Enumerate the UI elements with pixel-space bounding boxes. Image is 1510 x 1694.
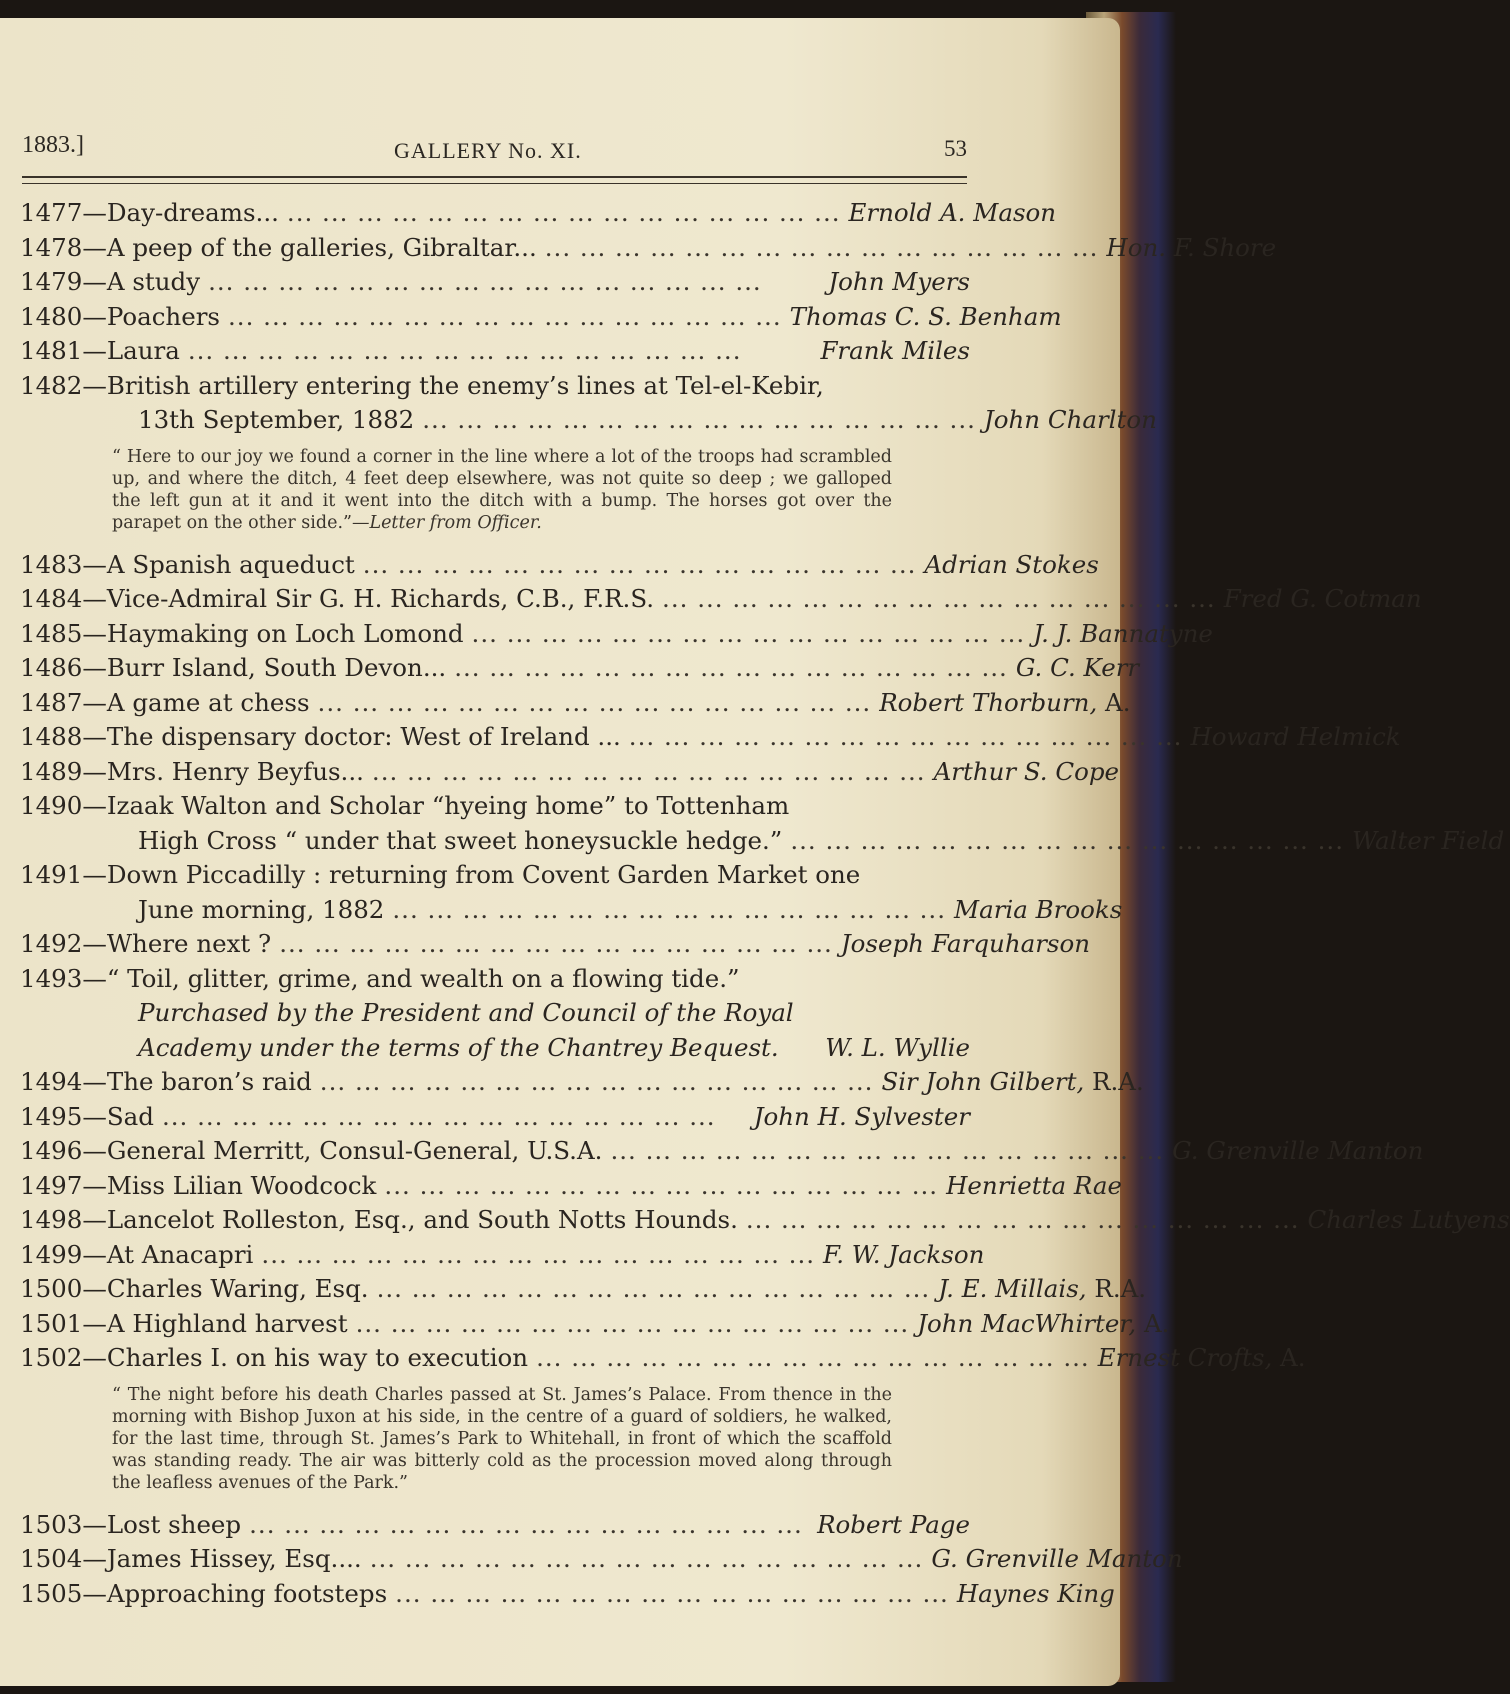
artist-name [1308, 1203, 1510, 1238]
artist-honour: R.A. [1086, 1274, 1147, 1303]
catalogue-entry [20, 858, 1123, 927]
leader-dots: ... ... ... ... ... ... ... ... ... ... ... ... ... ... ... ... [319, 1067, 874, 1096]
entry-number: 1499 [20, 1239, 83, 1269]
entry-number: 1478 [20, 232, 83, 262]
catalogue-list [20, 196, 1510, 1611]
entry-number: 1491 [20, 860, 83, 889]
entry-dash: — [82, 267, 107, 296]
entry-line [20, 927, 1091, 962]
purchase-note-text: Academy under the terms of the Chantrey Bequest. [138, 1032, 779, 1062]
entry-number: 1493 [20, 963, 83, 993]
entry-line [20, 1307, 1170, 1342]
entry-dash: — [82, 1578, 107, 1608]
entry-dash: — [82, 336, 107, 365]
entry-title: “ Toil, glitter, grime, and wealth on a flowing tide.” [106, 963, 740, 993]
catalogue-entry [20, 1100, 970, 1135]
quotation-text: “ Here to our joy we found a corner in the line where a lot of the troops had scrambled up, and where the ditch, 4 feet deep elsewhere, was not quite so deep ; we galloped the left gun at it and it went into the ditch with a bump. The horses got over the parapet on the other side.” [112, 446, 892, 533]
entry-title: Izaak Walton and Scholar “hyeing home” to Tottenham [106, 791, 790, 820]
catalogue-entry [20, 1065, 1144, 1100]
entry-dash: — [82, 549, 107, 579]
entry-title: Miss Lilian Woodcock [106, 1170, 377, 1200]
quotation-citation: —Letter from Officer. [351, 512, 542, 533]
leader-dots: ... ... ... ... ... ... ... ... ... ... ... ... ... ... ... ... [208, 267, 762, 296]
artist-name [931, 1542, 1182, 1577]
entry-line [20, 582, 1422, 617]
entry-line [20, 1341, 1306, 1376]
catalogue-entry [20, 927, 1091, 962]
entry-title-continued: June morning, 1882 [138, 894, 385, 924]
entry-line [20, 755, 1120, 790]
entry-line [20, 962, 970, 997]
artist-name [917, 1307, 1169, 1342]
leader-dots: ... ... ... ... ... ... ... ... ... ... ... ... ... ... ... ... [355, 1308, 910, 1338]
entry-title: Lancelot Rolleston, Esq., and South Notts Hounds. [106, 1205, 738, 1234]
catalogue-entry [20, 1169, 1122, 1204]
artist-name [954, 893, 1122, 928]
entry-line [20, 265, 970, 300]
entry-dash: — [82, 687, 107, 717]
entry-continuation-line [20, 403, 1157, 438]
entry-continuation-line [20, 893, 1123, 928]
artist-name-text: John Myers [828, 267, 970, 296]
entry-quotation [112, 446, 892, 534]
catalogue-entry [20, 582, 1422, 617]
entry-title: A peep of the galleries, Gibraltar... [106, 232, 537, 262]
entry-title: A Highland harvest [106, 1308, 348, 1338]
artist-name-text: Walter Field [1351, 825, 1505, 855]
artist-name-text: W. L. Wyllie [825, 1032, 970, 1062]
entry-number: 1504 [20, 1544, 83, 1573]
entry-dash: — [82, 1308, 107, 1338]
artist-name-text: G. Grenville Manton [1172, 1136, 1424, 1165]
leader-dots: ... ... ... ... ... ... ... ... ... ... ... ... ... ... ... ... [395, 1578, 949, 1608]
artist-name-text: Haynes King [956, 1578, 1115, 1608]
book-page [0, 18, 1510, 1686]
entry-dash: — [82, 1239, 107, 1269]
leader-dots: ... ... ... ... ... ... ... ... ... ... ... ... ... ... ... ... [422, 405, 976, 434]
entry-dash: — [82, 1170, 107, 1200]
entry-title: The dispensary doctor: West of Ireland ... [106, 722, 621, 751]
catalogue-entry [20, 1508, 970, 1543]
leader-dots: ... ... ... ... ... ... ... ... ... ... ... ... ... ... ... ... [187, 336, 742, 365]
leader-dots: ... ... ... ... ... ... ... ... ... ... ... ... ... ... ... ... [286, 198, 841, 227]
leader-dots: ... ... ... ... ... ... ... ... ... ... ... ... ... ... ... ... [371, 756, 926, 786]
entry-line [20, 1272, 1147, 1307]
artist-name-text: John Charlton [983, 405, 1157, 434]
entry-dash: — [82, 963, 107, 993]
entry-number: 1503 [20, 1509, 83, 1539]
artist-name [828, 265, 970, 300]
artist-name-text: Charles Lutyens [1307, 1205, 1510, 1234]
entry-line [20, 196, 1057, 231]
artist-name-text: Adrian Stokes [924, 549, 1099, 579]
entry-number: 1495 [20, 1101, 83, 1131]
artist-name-text: Ernold A. Mason [848, 198, 1057, 227]
artist-name-text: Joseph Farquharson [840, 929, 1091, 958]
artist-honour: A. [1272, 1343, 1306, 1372]
entry-line [20, 1203, 1510, 1238]
catalogue-entry [20, 265, 970, 300]
entry-line [20, 651, 1140, 686]
entry-title: A study [106, 267, 201, 296]
entry-number: 1502 [20, 1343, 83, 1372]
artist-name [754, 1100, 970, 1135]
artist-name [1033, 617, 1213, 652]
catalogue-entry [20, 1542, 1183, 1577]
artist-name [823, 1238, 984, 1273]
entry-number: 1477 [20, 198, 83, 227]
entry-dash: — [82, 1205, 107, 1234]
entry-line [20, 858, 970, 893]
page-number: 53 [944, 136, 967, 161]
header-year: 1883.] [22, 132, 84, 158]
entry-title: British artillery entering the enemy’s lines at Tel-el-Kebir, [106, 370, 824, 400]
entry-line [20, 1065, 1144, 1100]
entry-title: A game at chess [106, 687, 310, 717]
artist-name-text: Sir John Gilbert, [881, 1067, 1085, 1096]
entry-title: General Merritt, Consul-General, U.S.A. [106, 1136, 603, 1165]
entry-dash: — [82, 1544, 107, 1573]
entry-title: Charles Waring, Esq. [106, 1274, 369, 1303]
entry-title: A Spanish aqueduct [106, 549, 355, 579]
quotation-text: “ The night before his death Charles passed at St. James’s Palace. From thence in the morning with Bishop Juxon at his side, in the centre of a guard of soldiers, he walked, for the last time, through St. James’s Park to Whitehall, in front of which the scaffold was standing ready. The air was bitterly cold as the procession moved along through the leafless avenues of the Park.” [112, 1384, 892, 1493]
artist-honour: R.A. [1084, 1067, 1144, 1096]
entry-title: Lost sheep [106, 1509, 242, 1539]
entry-number: 1483 [20, 549, 83, 579]
artist-name [1106, 231, 1276, 266]
artist-name [946, 1169, 1122, 1204]
catalogue-entry [20, 617, 1213, 652]
catalogue-entry [20, 962, 970, 1066]
artist-name-text: Robert Page [817, 1509, 970, 1539]
entry-number: 1487 [20, 687, 83, 717]
entry-number: 1488 [20, 722, 83, 751]
catalogue-entry [20, 1341, 1306, 1494]
catalogue-entry [20, 1134, 1424, 1169]
leader-dots: ... ... ... ... ... ... ... ... ... ... ... ... ... ... ... ... [662, 584, 1216, 613]
entry-dash: — [82, 1136, 107, 1165]
leader-dots: ... ... ... ... ... ... ... ... ... ... ... ... ... ... ... ... [279, 929, 833, 958]
entry-number: 1479 [20, 267, 83, 296]
catalogue-entry [20, 1577, 1115, 1612]
entry-dash: — [82, 1067, 107, 1096]
entry-number: 1480 [20, 301, 83, 331]
artist-name [849, 196, 1057, 231]
artist-name [790, 300, 1062, 335]
leader-dots: ... ... ... ... ... ... ... ... ... ... ... ... ... ... ... ... [471, 618, 1026, 648]
leader-dots: ... ... ... ... ... ... ... ... ... ... ... ... ... ... ... ... [249, 1509, 803, 1539]
leader-dots: ... ... ... ... ... ... ... ... ... ... ... ... ... ... ... ... [610, 1136, 1165, 1165]
catalogue-entry [20, 369, 1157, 534]
artist-name [881, 1065, 1143, 1100]
artist-name-text: Maria Brooks [954, 894, 1123, 924]
entry-title: James Hissey, Esq.... [106, 1544, 362, 1573]
entry-number: 1496 [20, 1136, 83, 1165]
entry-title: Haymaking on Loch Lomond [106, 618, 464, 648]
entry-number: 1486 [20, 653, 83, 682]
entry-line [20, 617, 1213, 652]
entry-line [20, 1169, 1122, 1204]
leader-dots: ... ... ... ... ... ... ... ... ... ... ... ... ... ... ... ... [384, 1170, 939, 1200]
entry-title-continued: 13th September, 1882 [138, 405, 415, 434]
artist-name [1172, 1134, 1423, 1169]
entry-title: Burr Island, South Devon... [106, 653, 447, 682]
entry-dash: — [82, 618, 107, 648]
entry-line [20, 686, 1131, 721]
entry-number: 1500 [20, 1274, 83, 1303]
catalogue-entry [20, 686, 1131, 721]
catalogue-entry [20, 1272, 1147, 1307]
entry-line [20, 1238, 985, 1273]
artist-name-text: John MacWhirter, [917, 1308, 1137, 1338]
leader-dots: ... ... ... ... ... ... ... ... ... ... ... ... ... ... ... ... [544, 232, 1099, 262]
entry-line [20, 1100, 970, 1135]
entry-number: 1497 [20, 1170, 83, 1200]
entry-number: 1498 [20, 1205, 83, 1234]
artist-name [957, 1577, 1115, 1612]
entry-quotation [112, 1384, 892, 1494]
entry-line [20, 1542, 1183, 1577]
entry-line [20, 300, 1062, 335]
catalogue-entry [20, 1203, 1510, 1238]
artist-name-text: G. Grenville Manton [931, 1544, 1183, 1573]
entry-number: 1484 [20, 584, 83, 613]
artist-name [938, 1272, 1146, 1307]
entry-title: Where next ? [106, 929, 272, 958]
artist-name-text: Thomas C. S. Benham [789, 301, 1062, 331]
leader-dots: ... ... ... ... ... ... ... ... ... ... ... ... ... ... ... ... [376, 1274, 931, 1303]
catalogue-entry [20, 196, 1057, 231]
header-rule [22, 176, 967, 184]
artist-name-text: J. J. Bannatyne [1033, 618, 1213, 648]
artist-name [1224, 582, 1422, 617]
catalogue-entry [20, 1238, 985, 1273]
artist-name [1352, 824, 1504, 859]
artist-name-text: Howard Helmick [1190, 722, 1401, 751]
entry-title: Approaching footsteps [106, 1578, 388, 1608]
entry-line [20, 720, 1401, 755]
entry-dash: — [82, 756, 107, 786]
entry-line [20, 231, 1277, 266]
entry-dash: — [82, 1101, 107, 1131]
artist-name [924, 548, 1098, 583]
entry-line [20, 548, 1099, 583]
artist-name-text: J. E. Millais, [938, 1274, 1087, 1303]
artist-name [934, 755, 1119, 790]
artist-name-text: F. W. Jackson [823, 1239, 985, 1269]
artist-name-text: Robert Thorburn, [879, 687, 1098, 717]
catalogue-entry [20, 720, 1401, 755]
artist-name [984, 403, 1157, 438]
entry-title: Vice-Admiral Sir G. H. Richards, C.B., F.R.S. [106, 584, 655, 613]
entry-dash: — [82, 929, 107, 958]
artist-name [841, 927, 1090, 962]
entry-dash: — [82, 722, 107, 751]
entry-dash: — [82, 1274, 107, 1303]
entry-number: 1490 [20, 791, 83, 820]
catalogue-entry [20, 651, 1140, 686]
artist-name [1016, 651, 1139, 686]
entry-number: 1492 [20, 929, 83, 958]
entry-title: The baron’s raid [106, 1067, 312, 1096]
entry-line [20, 1508, 970, 1543]
entry-number: 1485 [20, 618, 83, 648]
entry-dash: — [82, 653, 107, 682]
entry-dash: — [82, 584, 107, 613]
leader-dots: ... ... ... ... ... ... ... ... ... ... ... ... ... ... ... ... [745, 1205, 1300, 1234]
entry-dash: — [82, 370, 107, 400]
leader-dots: ... ... ... ... ... ... ... ... ... ... ... ... ... ... ... ... [628, 722, 1183, 751]
entry-number: 1494 [20, 1067, 83, 1096]
leader-dots: ... ... ... ... ... ... ... ... ... ... ... ... ... ... ... ... [317, 687, 872, 717]
entry-line [20, 789, 970, 824]
catalogue-entry [20, 789, 1505, 858]
entry-title: Charles I. on his way to execution [106, 1343, 529, 1372]
entry-title: Poachers [106, 301, 220, 331]
artist-name-text: Fred G. Cotman [1223, 584, 1422, 613]
artist-name-text: Arthur S. Cope [933, 756, 1120, 786]
entry-number: 1505 [20, 1578, 83, 1608]
page-header [22, 126, 967, 166]
entry-title: Day-dreams... [106, 198, 279, 227]
entry-title: Down Piccadilly : returning from Covent Garden Market one [106, 860, 861, 889]
leader-dots: ... ... ... ... ... ... ... ... ... ... ... ... ... ... ... ... [369, 1544, 924, 1573]
purchase-note-line [20, 1031, 970, 1066]
artist-name-text: Frank Miles [820, 336, 970, 365]
entry-dash: — [82, 198, 107, 227]
entry-dash: — [82, 791, 107, 820]
entry-dash: — [82, 860, 107, 889]
leader-dots: ... ... ... ... ... ... ... ... ... ... ... ... ... ... ... ... [454, 653, 1008, 682]
entry-title: Laura [106, 336, 180, 365]
entry-title: Mrs. Henry Beyfus... [106, 756, 364, 786]
entry-number: 1481 [20, 336, 83, 365]
entry-number: 1482 [20, 370, 83, 400]
entry-dash: — [82, 232, 107, 262]
catalogue-entry [20, 231, 1277, 266]
entry-dash: — [82, 1509, 107, 1539]
artist-name [879, 686, 1130, 721]
entry-title: Sad [106, 1101, 154, 1131]
entry-dash: — [82, 1343, 107, 1372]
artist-name [825, 1031, 970, 1066]
purchase-note-line: Purchased by the President and Council of the Royal [138, 998, 794, 1027]
artist-honour: A. [1136, 1308, 1170, 1338]
leader-dots: ... ... ... ... ... ... ... ... ... ... ... ... ... ... ... ... [261, 1239, 816, 1269]
artist-name [1098, 1341, 1306, 1376]
entry-dash: — [82, 301, 107, 331]
entry-continuation-line [20, 824, 1505, 859]
entry-line [20, 1134, 1424, 1169]
artist-name-text: Ernest Crofts, [1097, 1343, 1273, 1372]
artist-name-text: John H. Sylvester [753, 1101, 970, 1131]
leader-dots: ... ... ... ... ... ... ... ... ... ... ... ... ... ... ... ... [536, 1343, 1090, 1372]
entry-number: 1501 [20, 1308, 83, 1338]
leader-dots: ... ... ... ... ... ... ... ... ... ... ... ... ... ... ... ... [392, 894, 947, 924]
entry-number: 1489 [20, 756, 83, 786]
artist-name-text: G. C. Kerr [1015, 653, 1140, 682]
artist-honour: A. [1097, 687, 1131, 717]
entry-title: At Anacapri [106, 1239, 254, 1269]
catalogue-entry [20, 334, 970, 369]
catalogue-entry [20, 300, 1062, 335]
catalogue-entry [20, 755, 1120, 790]
header-title: GALLERY No. XI. [394, 138, 582, 163]
leader-dots: ... ... ... ... ... ... ... ... ... ... ... ... ... ... ... ... [790, 825, 1344, 855]
entry-title-continued: High Cross “ under that sweet honeysuckle hedge.” [138, 825, 783, 855]
artist-name [820, 334, 970, 369]
artist-name-text: Henrietta Rae [946, 1170, 1122, 1200]
entry-line [20, 1577, 1115, 1612]
entry-line [20, 334, 970, 369]
leader-dots: ... ... ... ... ... ... ... ... ... ... ... ... ... ... ... ... [228, 301, 782, 331]
leader-dots: ... ... ... ... ... ... ... ... ... ... ... ... ... ... ... ... [161, 1101, 716, 1131]
leader-dots: ... ... ... ... ... ... ... ... ... ... ... ... ... ... ... ... [362, 549, 917, 579]
catalogue-entry [20, 548, 1099, 583]
entry-line [20, 369, 970, 404]
artist-name [1190, 720, 1400, 755]
catalogue-entry [20, 1307, 1170, 1342]
artist-name [817, 1508, 970, 1543]
artist-name-text: Hon. F. Shore [1106, 232, 1277, 262]
